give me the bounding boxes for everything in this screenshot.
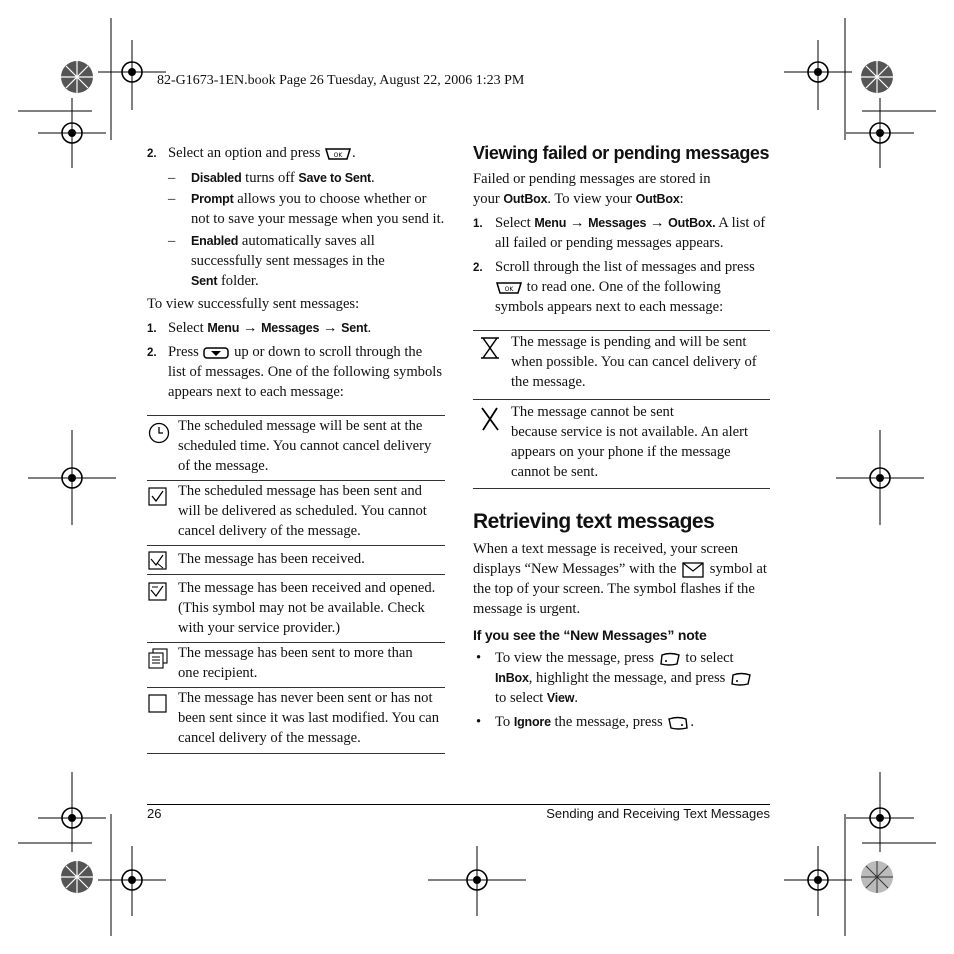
page-number: 26 [147, 806, 162, 821]
ok-key-icon [324, 147, 352, 161]
left-step-1: 1. Select Menu → Messages → Sent. [147, 320, 372, 336]
table-rule [473, 399, 770, 400]
symbol-desc: The message is pending and will be sent when possible. You can cancel delivery of the message. [511, 334, 757, 390]
table-rule [147, 753, 445, 754]
option-enabled: – Enabled automatically saves all successfully sent messages in the Sent folder. [168, 233, 385, 289]
failed-intro: Failed or pending messages are stored in your OutBox. To view your OutBox: [473, 171, 711, 207]
envelope-icon [680, 562, 706, 578]
left-step-2: 2. Press up or down to scroll through the list of messages. One of the following symbols appears next to each message: [147, 344, 443, 400]
table-rule [147, 574, 445, 575]
retrieve-paragraph: When a text message is received, your screen displays “New Messages” with the symbol at the top of your screen. The symbol flashes if the message is urgent. [473, 541, 767, 617]
failed-x-icon [478, 406, 502, 432]
step-2: 2. Select an option and press OK . [147, 145, 356, 161]
received-icon [148, 551, 168, 571]
hourglass-icon [478, 336, 502, 360]
table-rule [147, 545, 445, 546]
symbol-desc: The scheduled message has been sent and will be delivered as scheduled. You cannot cancel delivery of the message. [178, 483, 427, 539]
option-disabled: – Disabled turns off Save to Sent. [168, 170, 375, 186]
table-rule [473, 330, 770, 331]
multi-recipient-icon [148, 648, 170, 670]
opened-icon [148, 582, 168, 602]
right-softkey-icon [666, 716, 690, 730]
heading-viewing-failed: Viewing failed or pending messages [473, 143, 770, 163]
right-step-2: 2. Scroll through the list of messages and press OK to read one. One of the following symbols appears next to each message: [473, 259, 755, 315]
symbol-desc: The message has been sent to more than one recipient. [178, 645, 413, 681]
bullet-view: • To view the message, press to select InBox, highlight the message, and press to select View. [476, 648, 481, 668]
left-softkey-icon [658, 652, 682, 666]
ok-key-icon [495, 281, 523, 295]
table-rule [473, 488, 770, 489]
chapter-title: Sending and Receiving Text Messages [546, 806, 770, 821]
sent-check-icon [148, 487, 168, 507]
print-header: 82-G1673-1EN.book Page 26 Tuesday, August 22, 2006 1:23 PM [157, 73, 525, 88]
clock-icon [148, 422, 170, 444]
svg-text:OK: OK [333, 151, 343, 159]
symbol-desc: The message has never been sent or has not been sent since it was last modified. You can cancel delivery of the message. [178, 690, 440, 746]
bullet-ignore: • To Ignore the message, press . [476, 714, 695, 730]
option-prompt: – Prompt allows you to choose whether or not to save your message when you send it. [168, 191, 445, 227]
left-softkey-icon [729, 672, 753, 686]
draft-box-icon [148, 694, 168, 714]
footer-rule [147, 804, 770, 805]
right-step-1: 1. Select Menu → Messages → OutBox. A list of all failed or pending messages appears. [473, 215, 766, 251]
symbol-desc: The message cannot be sent because service is not available. An alert appears on your phone if the message cannot be sent. [511, 404, 749, 480]
heading-retrieving: Retrieving text messages [473, 510, 715, 533]
symbol-desc: The message has been received and opened. (This symbol may not be available. Check with your service provider.) [178, 580, 436, 636]
symbol-desc: The message has been received. [178, 551, 365, 567]
nav-key-icon [202, 346, 230, 360]
svg-text:OK: OK [504, 285, 514, 293]
heading-new-messages-note: If you see the “New Messages” note [473, 627, 707, 643]
symbol-desc: The scheduled message will be sent at the scheduled time. You cannot cancel delivery of the message. [178, 418, 432, 474]
view-intro: To view successfully sent messages: [147, 296, 360, 312]
